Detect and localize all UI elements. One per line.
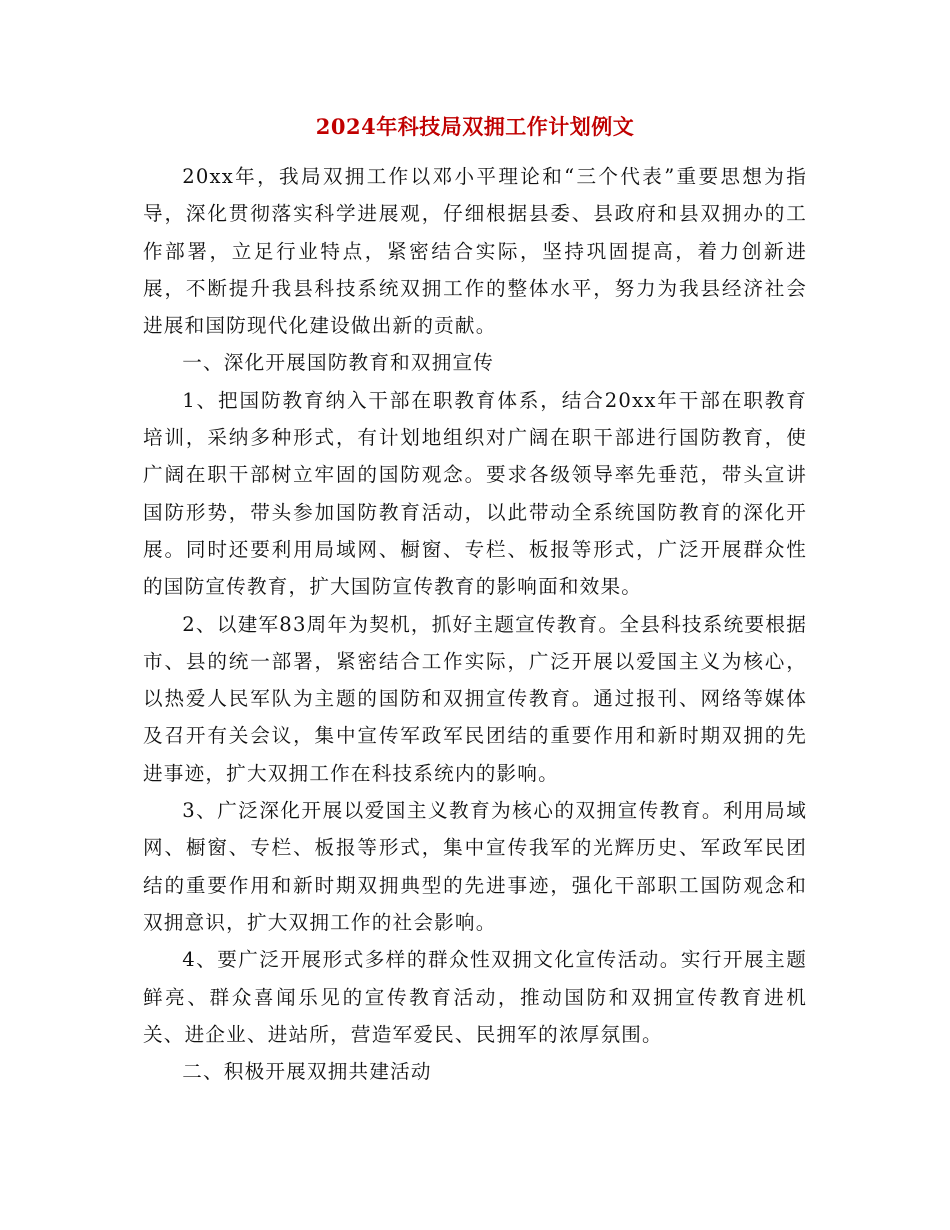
paragraph-intro: 20xx年，我局双拥工作以邓小平理论和“三个代表”重要思想为指导，深化贯彻落实科学进展观，仔细根据县委、县政府和县双拥办的工作部署，立足行业特点，紧密结合实际，坚持巩固提高，着力创新进展，不断提升我县科技系统双拥工作的整体水平，努力为我县经济社会进展和国防现代化建设做出新的贡献。 <box>143 165 807 338</box>
document-body <box>143 158 807 1090</box>
paragraph-item-2: 2、以建军83周年为契机，抓好主题宣传教育。全县科技系统要根据市、县的统一部署，紧密结合工作实际，广泛开展以爱国主义为核心，以热爱人民军队为主题的国防和双拥宣传教育。通过报刊、网络等媒体及召开有关会议，集中宣传军政军民团结的重要作用和新时期双拥的先进事迹，扩大双拥工作在科技系统内的影响。 <box>143 612 807 785</box>
paragraph-item-4: 4、要广泛开展形式多样的群众性双拥文化宣传活动。实行开展主题鲜亮、群众喜闻乐见的宣传教育活动，推动国防和双拥宣传教育进机关、进企业、进站所，营造军爱民、民拥军的浓厚氛围。 <box>143 948 807 1046</box>
document-title: 2024年科技局双拥工作计划例文 <box>315 114 635 139</box>
paragraph-item-3: 3、广泛深化开展以爱国主义教育为核心的双拥宣传教育。利用局域网、橱窗、专栏、板报等形式，集中宣传我军的光辉历史、军政军民团结的重要作用和新时期双拥典型的先进事迹，强化干部职工国防观念和双拥意识，扩大双拥工作的社会影响。 <box>143 799 807 934</box>
section-heading-1: 一、深化开展国防教育和双拥宣传 <box>182 351 495 375</box>
section-heading-2: 二、积极开展双拥共建活动 <box>182 1060 432 1084</box>
paragraph-item-1: 1、把国防教育纳入干部在职教育体系，结合20xx年干部在职教育培训，采纳多种形式，有计划地组织对广阔在职干部进行国防教育，使广阔在职干部树立牢固的国防观念。要求各级领导率先垂范，带头宣讲国防形势，带头参加国防教育活动，以此带动全系统国防教育的深化开展。同时还要利用局域网、橱窗、专栏、板报等形式，广泛开展群众性的国防宣传教育，扩大国防宣传教育的影响面和效果。 <box>143 388 807 599</box>
